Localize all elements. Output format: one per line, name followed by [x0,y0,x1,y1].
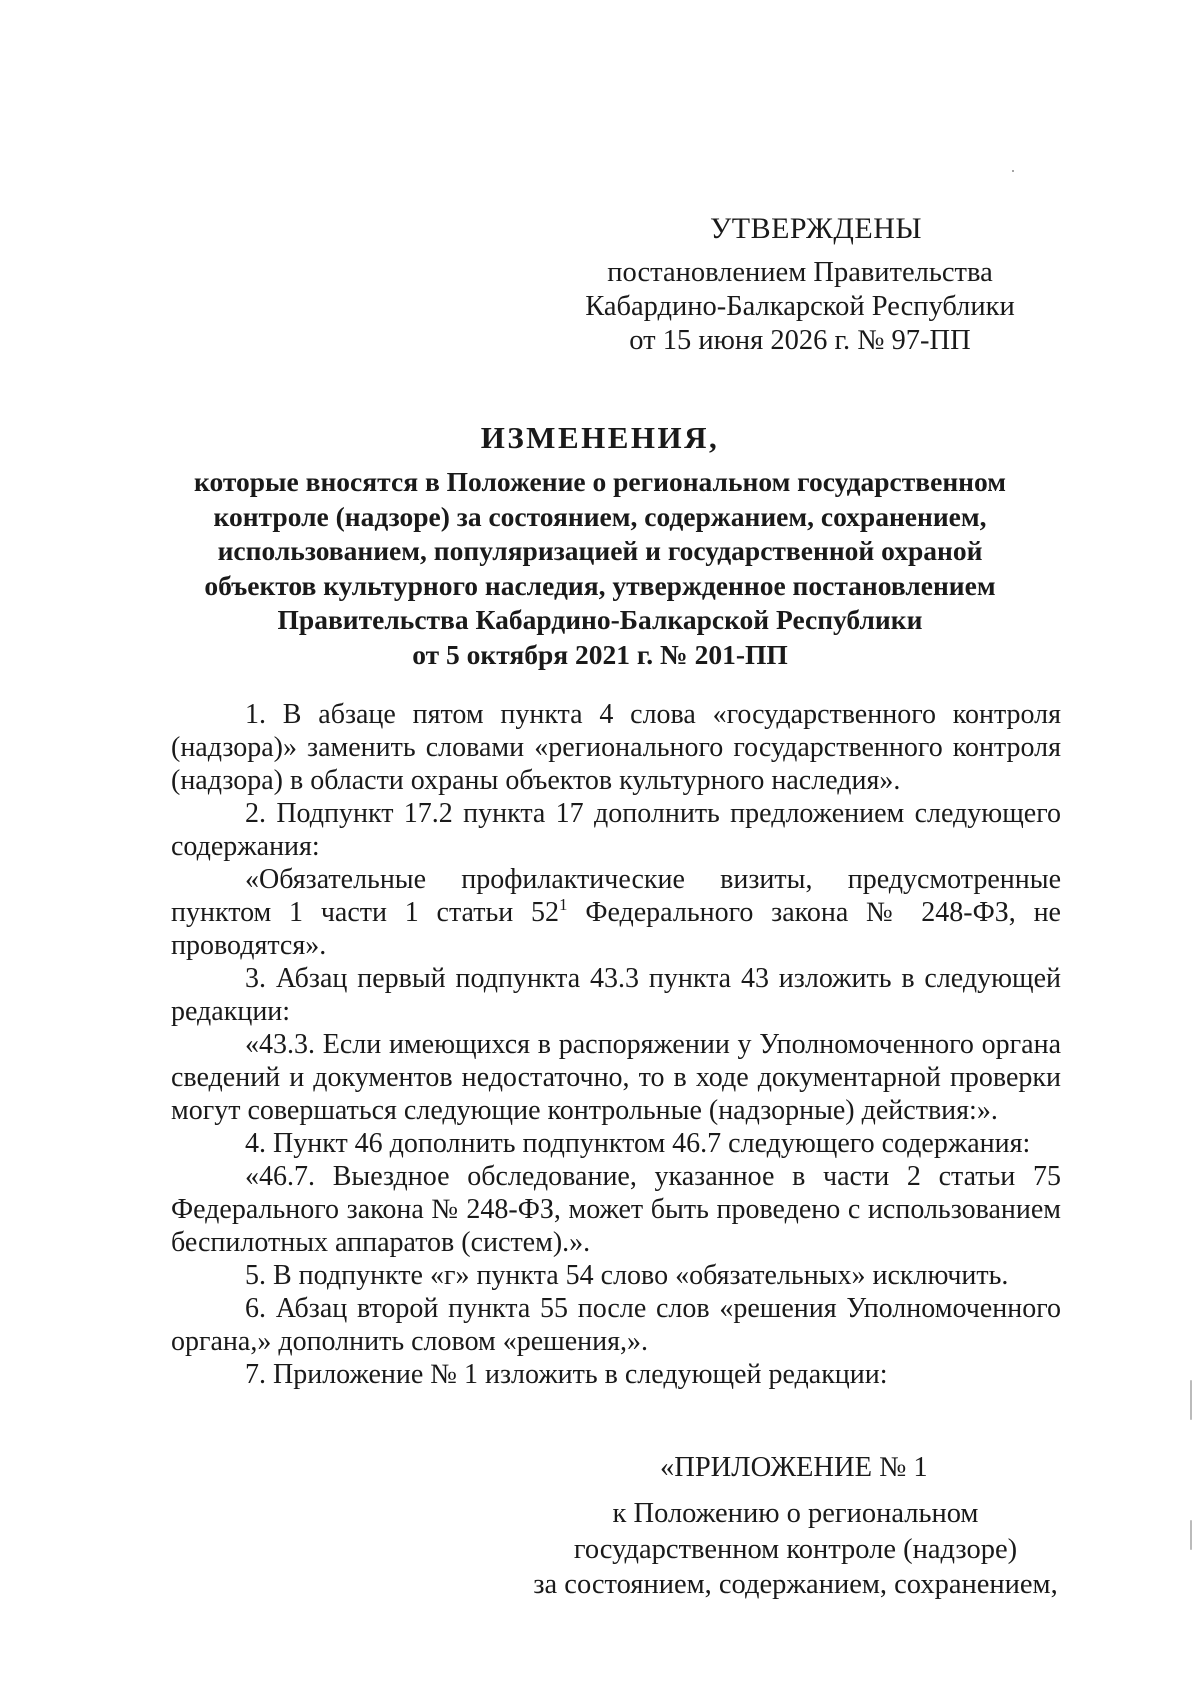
document-title: ИЗМЕНЕНИЯ, [480,420,720,455]
paragraph-7: «46.7. Выездное обследование, указанное в части 2 статьи 75 Федерального закона № 248-ФЗ, может быть проведено с использованием беспилотных аппаратов (систем).». [171,1161,1061,1258]
appendix-line-3: за состоянием, содержанием, сохранением, [533,1569,1058,1600]
superscript-one: 1 [559,895,568,914]
appendix-line-1: к Положению о региональном [612,1498,979,1529]
paragraph-6: 4. Пункт 46 дополнить подпунктом 46.7 следующего содержания: [245,1128,1031,1159]
scan-speck [1012,170,1014,172]
paragraph-4: 3. Абзац первый подпункта 43.3 пункта 43 изложить в следующей редакции: [171,963,1061,1027]
document-body [171,698,1061,1391]
approval-line-3: от 15 июня 2026 г. № 97-ПП [629,325,971,356]
approval-line-2: Кабардино-Балкарской Республики [585,291,1015,322]
paragraph-5: «43.3. Если имеющихся в распоряжении у Уполномоченного органа сведений и документов недостаточно, то в ходе документарной проверки могут совершаться следующие контрольные (надзорные) действия:». [171,1029,1061,1126]
approval-heading: УТВЕРЖДЕНЫ [710,212,923,245]
paragraph-8: 5. В подпункте «г» пункта 54 слово «обязательных» исключить. [245,1260,1009,1291]
subtitle-line-4: объектов культурного наследия, утвержденное постановлением [204,569,996,601]
paragraph-1: 1. В абзаце пятом пункта 4 слова «государственного контроля (надзора)» заменить словами «регионального государственного контроля (надзора) в области охраны объектов культурного наследия». [171,699,1061,796]
scan-edge-mark [1190,1380,1192,1420]
scan-edge-mark [1190,1520,1192,1550]
paragraph-3 [171,863,1061,962]
appendix-block [518,1496,1073,1603]
document-subtitle [0,465,1200,672]
subtitle-line-5: Правительства Кабардино-Балкарской Республики [277,604,923,635]
appendix-line-2: государственном контроле (надзоре) [573,1533,1018,1565]
approval-line-1: постановлением Правительства [607,257,993,288]
approval-block [560,256,1040,358]
appendix-heading: «ПРИЛОЖЕНИЕ № 1 [660,1452,928,1483]
paragraph-3-text-b: Федерального закона № 248-ФЗ, не проводятся». [171,897,1061,961]
paragraph-3-text-a: «Обязательные профилактические визиты, предусмотренные пунктом 1 части 1 статьи 52 [171,864,1061,928]
subtitle-line-6: от 5 октября 2021 г. № 201-ПП [412,638,788,670]
paragraph-2: 2. Подпункт 17.2 пункта 17 дополнить предложением следующего содержания: [171,798,1061,862]
paragraph-9: 6. Абзац второй пункта 55 после слов «решения Уполномоченного органа,» дополнить словом «решения,». [171,1293,1061,1357]
subtitle-line-2: контроле (надзоре) за состоянием, содержанием, сохранением, [213,500,987,532]
paragraph-10: 7. Приложение № 1 изложить в следующей редакции: [245,1359,888,1390]
subtitle-line-1: которые вносятся в Положение о региональном государственном [194,466,1006,497]
subtitle-line-3: использованием, популяризацией и государственной охраной [217,535,983,566]
